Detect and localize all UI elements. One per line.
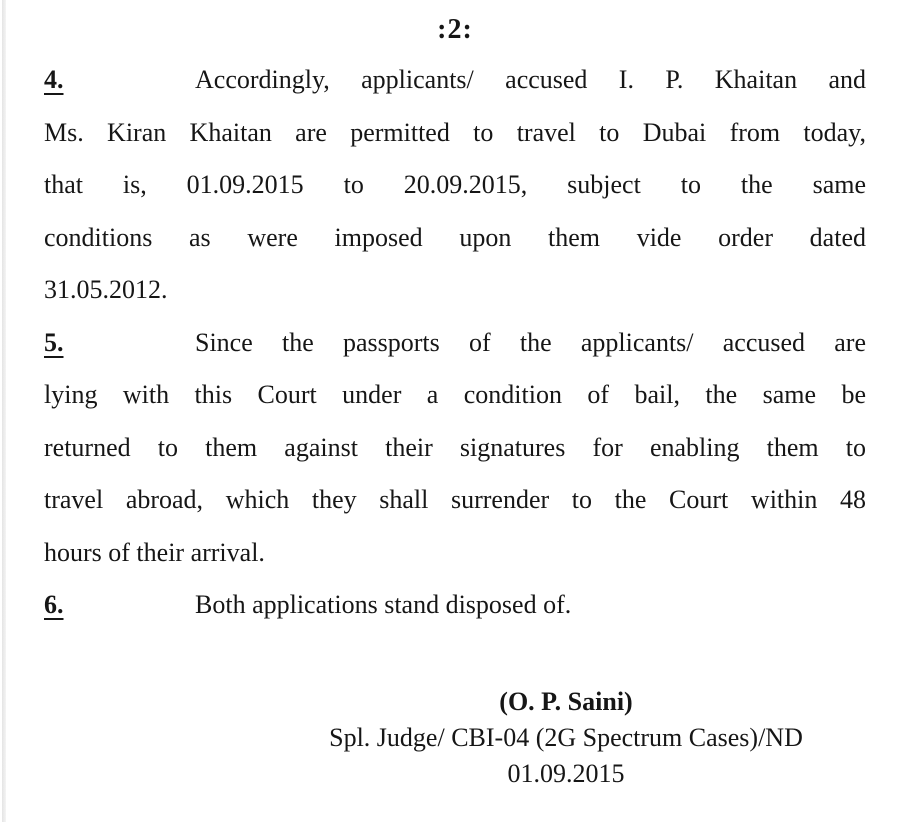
paragraph-line: hours of their arrival. [44, 537, 265, 567]
paragraph-line: lying with this Court under a condition of bail, the same be [44, 380, 866, 409]
judge-designation: Spl. Judge/ CBI-04 (2G Spectrum Cases)/ND [329, 722, 803, 752]
paragraph-line: Ms. Kiran Khaitan are permitted to travel to Dubai from today, [44, 117, 866, 147]
paragraph-4 [44, 54, 866, 317]
paragraph-number: 5. [44, 327, 64, 357]
paragraph-line [44, 579, 866, 632]
paragraph-line: travel abroad, which they shall surrender to the Court within 48 [44, 485, 866, 514]
paragraph-number: 4. [44, 65, 64, 94]
scan-edge-artifact [2, 0, 6, 822]
paragraph-line [44, 54, 866, 107]
paragraph-number-tab [44, 579, 195, 632]
paragraph-line: that is, 01.09.2015 to 20.09.2015, subject to the same [44, 170, 866, 199]
signature-block [266, 684, 866, 792]
paragraph-text: Accordingly, applicants/ accused I. P. Khaitan and [195, 65, 866, 94]
paragraph-number-tab [44, 317, 195, 370]
paragraph-line: returned to them against their signatures for enabling them to [44, 432, 866, 462]
paragraph-line: conditions as were imposed upon them vide order dated [44, 222, 866, 252]
paragraph-text: Both applications stand disposed of. [195, 590, 572, 619]
paragraph-line [44, 317, 866, 370]
paragraph-number: 6. [44, 590, 64, 619]
paragraph-text: Since the passports of the applicants/ accused are [195, 327, 866, 357]
judge-name: (O. P. Saini) [499, 686, 633, 716]
paragraph-6 [44, 579, 866, 632]
paragraph-5 [44, 317, 866, 580]
paragraph-line: 31.05.2012. [44, 275, 168, 304]
paragraph-number-tab [44, 54, 195, 107]
order-date: 01.09.2015 [507, 758, 625, 788]
page-number-header: :2: [437, 14, 473, 45]
